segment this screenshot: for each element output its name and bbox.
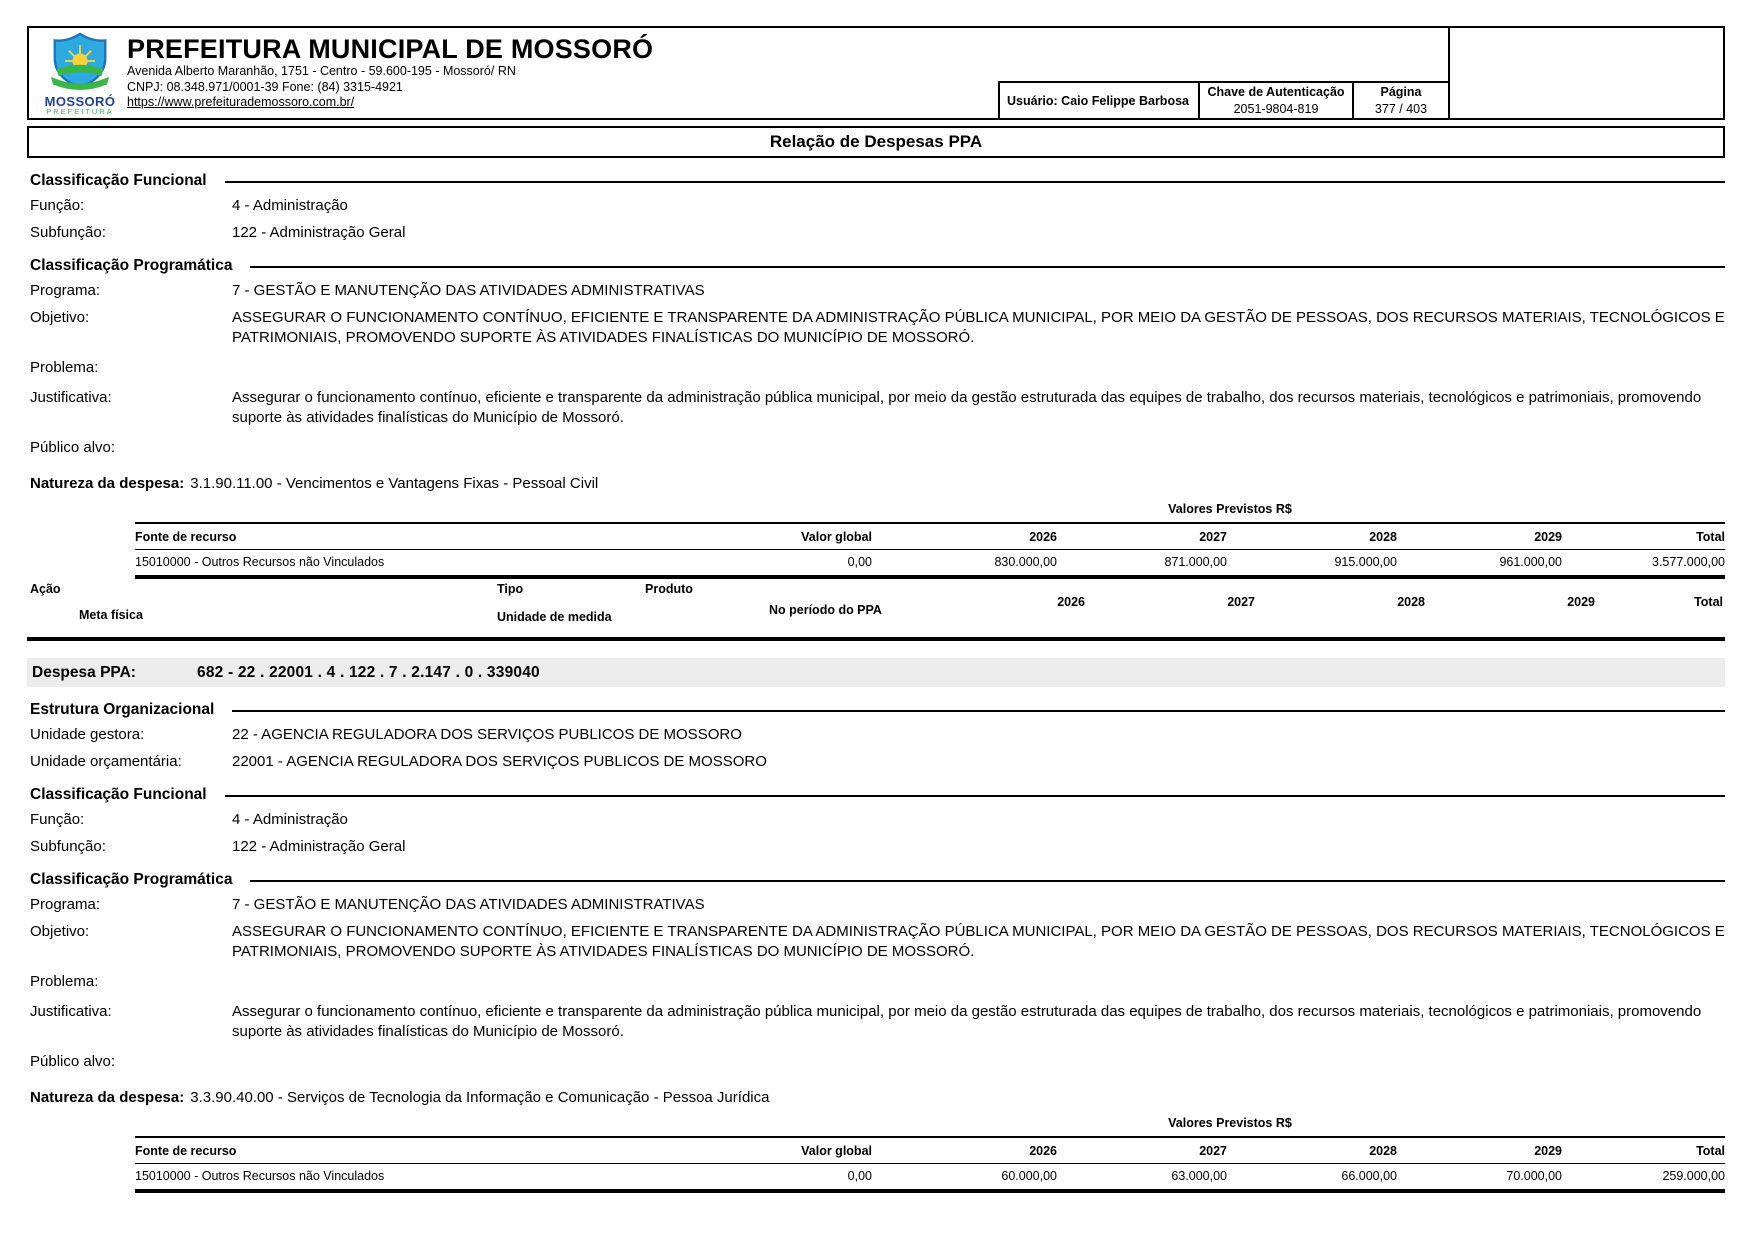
field-label: Função: <box>30 811 85 828</box>
natureza-despesa-line <box>30 1088 1725 1108</box>
field-problema <box>30 358 1725 378</box>
field-value <box>232 438 1725 458</box>
auth-key-value: 2051-9804-819 <box>1233 101 1319 116</box>
col-2028: 2028 <box>1397 595 1425 609</box>
field-funcao <box>30 196 1725 216</box>
despesa-ppa-bar <box>27 658 1725 687</box>
field-value: 122 - Administração Geral <box>232 224 406 241</box>
logo-subtitle: PREFEITURA <box>46 107 114 116</box>
auth-key-cell <box>1198 81 1352 118</box>
cell-valor-global: 0,00 <box>702 1163 872 1189</box>
col-2029: 2029 <box>1567 595 1595 609</box>
col-periodo-ppa: No período do PPA <box>769 603 882 617</box>
section-rule <box>250 266 1725 268</box>
col-fonte-recurso: Fonte de recurso <box>135 530 237 544</box>
natureza-label: Natureza da despesa: <box>30 1089 185 1106</box>
page-label: Página <box>1380 85 1422 100</box>
col-2026: 2026 <box>1029 1144 1057 1158</box>
col-total: Total <box>1696 530 1725 544</box>
section-rule <box>225 181 1725 183</box>
field-subfuncao <box>30 837 1725 857</box>
org-address: Avenida Alberto Maranhão, 1751 - Centro - 59.600-195 - Mossoró/ RN <box>127 64 516 78</box>
section-rule <box>250 880 1725 882</box>
section-title: Classificação Funcional <box>30 786 207 803</box>
col-2029: 2029 <box>1534 530 1562 544</box>
field-objetivo <box>30 922 1725 962</box>
field-value: 4 - Administração <box>232 811 348 828</box>
report-title-bar <box>27 126 1725 158</box>
field-label: Subfunção: <box>30 224 106 241</box>
section-rule <box>232 710 1725 712</box>
col-total: Total <box>1696 1144 1725 1158</box>
col-fonte-recurso: Fonte de recurso <box>135 1144 237 1158</box>
field-publico-alvo <box>30 1052 1725 1072</box>
col-2026: 2026 <box>1057 595 1085 609</box>
user-name: Usuário: Caio Felippe Barbosa <box>1007 93 1189 108</box>
despesa-ppa-code: 682 - 22 . 22001 . 4 . 122 . 7 . 2.147 . 0 . 339040 <box>197 663 540 681</box>
field-label: Público alvo: <box>30 439 116 456</box>
field-justificativa <box>30 388 1725 428</box>
valores-grid <box>135 522 1725 575</box>
section-title: Classificação Programática <box>30 257 233 274</box>
field-value: ASSEGURAR O FUNCIONAMENTO CONTÍNUO, EFICIENTE E TRANSPARENTE DA ADMINISTRAÇÃO PÚBLICA MUNICIPAL, POR MEIO DA GESTÃO DE PESSOAS, DOS RECURSOS MATERIAIS, TECNOLÓGICOS E PATRIMONIAIS, PROMOVENDO SUPORTE ÀS ATIVIDADES FINALÍSTICAS DO MUNICÍPIO DE MOSSORÓ. <box>232 923 1725 960</box>
col-produto: Produto <box>645 582 693 596</box>
section-classificacao-funcional <box>30 172 1725 190</box>
despesa-ppa-label: Despesa PPA: <box>32 663 136 681</box>
natureza-value: 3.1.90.11.00 - Vencimentos e Vantagens Fixas - Pessoal Civil <box>190 475 599 492</box>
col-2026: 2026 <box>1029 530 1057 544</box>
cell-2029: 70.000,00 <box>1397 1163 1562 1189</box>
col-valor-global: Valor global <box>801 1144 872 1158</box>
header-divider <box>1448 28 1450 118</box>
field-label: Unidade orçamentária: <box>30 753 182 770</box>
field-value: Assegurar o funcionamento contínuo, eficiente e transparente da administração pública municipal, por meio da gestão estruturada das equipes de trabalho, dos recursos materiais, tecnológicos e patrimoniais, promovendo suporte às atividades finalísticas do Município de Mossoró. <box>232 389 1702 426</box>
logo-city-name: MOSSORÓ <box>44 94 116 109</box>
cell-2026: 60.000,00 <box>872 1163 1057 1189</box>
natureza-despesa-line <box>30 474 1725 494</box>
field-subfuncao <box>30 223 1725 243</box>
valores-caption: Valores Previstos R$ <box>1168 1116 1292 1130</box>
section-title: Estrutura Organizacional <box>30 701 215 718</box>
field-value: ASSEGURAR O FUNCIONAMENTO CONTÍNUO, EFICIENTE E TRANSPARENTE DA ADMINISTRAÇÃO PÚBLICA MUNICIPAL, POR MEIO DA GESTÃO DE PESSOAS, DOS RECURSOS MATERIAIS, TECNOLÓGICOS E PATRIMONIAIS, PROMOVENDO SUPORTE ÀS ATIVIDADES FINALÍSTICAS DO MUNICÍPIO DE MOSSORÓ. <box>232 309 1725 346</box>
field-label: Subfunção: <box>30 838 106 855</box>
field-label: Função: <box>30 197 85 214</box>
valores-caption: Valores Previstos R$ <box>1168 502 1292 516</box>
cell-fonte: 15010000 - Outros Recursos não Vinculados <box>135 549 702 575</box>
section-classificacao-programatica <box>30 871 1725 889</box>
field-label: Programa: <box>30 282 101 299</box>
field-value: 22001 - AGENCIA REGULADORA DOS SERVIÇOS PUBLICOS DE MOSSORO <box>232 753 767 770</box>
org-identification <box>127 34 653 111</box>
field-programa <box>30 895 1725 915</box>
user-cell <box>998 81 1198 118</box>
section-classificacao-programatica <box>30 257 1725 275</box>
field-problema <box>30 972 1725 992</box>
cell-2028: 915.000,00 <box>1227 549 1397 575</box>
cell-2028: 66.000,00 <box>1227 1163 1397 1189</box>
col-unidade-medida: Unidade de medida <box>497 610 612 624</box>
col-meta-fisica: Meta física <box>79 608 143 622</box>
field-label: Objetivo: <box>30 309 90 326</box>
field-justificativa <box>30 1002 1725 1042</box>
cell-2029: 961.000,00 <box>1397 549 1562 575</box>
table-bottom-rule <box>135 1189 1725 1193</box>
cell-total: 3.577.000,00 <box>1562 549 1725 575</box>
col-2029: 2029 <box>1534 1144 1562 1158</box>
field-objetivo <box>30 308 1725 348</box>
cell-fonte: 15010000 - Outros Recursos não Vinculados <box>135 1163 702 1189</box>
field-label: Problema: <box>30 359 99 376</box>
col-2027: 2027 <box>1199 530 1227 544</box>
section-estrutura-organizacional <box>30 701 1725 719</box>
col-tipo: Tipo <box>497 582 524 596</box>
org-website-link[interactable]: https://www.prefeiturademossoro.com.br/ <box>127 95 355 109</box>
section-rule <box>225 795 1725 797</box>
field-value: 122 - Administração Geral <box>232 838 406 855</box>
org-name: PREFEITURA MUNICIPAL DE MOSSORÓ <box>127 34 654 64</box>
field-publico-alvo <box>30 438 1725 458</box>
cell-total: 259.000,00 <box>1562 1163 1725 1189</box>
cell-valor-global: 0,00 <box>702 549 872 575</box>
field-value <box>232 1052 1725 1072</box>
section-classificacao-funcional <box>30 786 1725 804</box>
report-title: Relação de Despesas PPA <box>769 132 983 151</box>
cell-2027: 63.000,00 <box>1057 1163 1227 1189</box>
page-cell <box>1352 81 1448 118</box>
cell-2027: 871.000,00 <box>1057 549 1227 575</box>
section-title: Classificação Programática <box>30 871 233 888</box>
col-total: Total <box>1694 595 1723 609</box>
field-value <box>232 358 1725 378</box>
col-valor-global: Valor global <box>801 530 872 544</box>
field-label: Programa: <box>30 896 101 913</box>
field-value: 4 - Administração <box>232 197 348 214</box>
field-label: Objetivo: <box>30 923 90 940</box>
col-acao: Ação <box>30 582 61 596</box>
valores-previstos-table-1 <box>135 502 1725 579</box>
field-value: Assegurar o funcionamento contínuo, eficiente e transparente da administração pública municipal, por meio da gestão estruturada das equipes de trabalho, dos recursos materiais, tecnológicos e patrimoniais, promovendo suporte às atividades finalísticas do Município de Mossoró. <box>232 1003 1702 1040</box>
field-value: 22 - AGENCIA REGULADORA DOS SERVIÇOS PUBLICOS DE MOSSORO <box>232 726 742 743</box>
field-unidade-gestora <box>30 725 1725 745</box>
field-label: Problema: <box>30 973 99 990</box>
field-value <box>232 972 1725 992</box>
acao-table-header <box>27 579 1725 641</box>
col-2028: 2028 <box>1369 1144 1397 1158</box>
page-number: 377 / 403 <box>1374 101 1428 116</box>
org-cnpj-phone: CNPJ: 08.348.971/0001-39 Fone: (84) 3315-4921 <box>127 79 403 94</box>
field-unidade-orcamentaria <box>30 752 1725 772</box>
field-value: 7 - GESTÃO E MANUTENÇÃO DAS ATIVIDADES ADMINISTRATIVAS <box>232 282 705 299</box>
natureza-label: Natureza da despesa: <box>30 475 185 492</box>
col-2027: 2027 <box>1199 1144 1227 1158</box>
field-value: 7 - GESTÃO E MANUTENÇÃO DAS ATIVIDADES ADMINISTRATIVAS <box>232 896 705 913</box>
field-label: Justificativa: <box>30 389 112 406</box>
col-2027: 2027 <box>1227 595 1255 609</box>
city-crest-logo <box>41 32 119 116</box>
field-label: Unidade gestora: <box>30 726 145 743</box>
natureza-value: 3.3.90.40.00 - Serviços de Tecnologia da Informação e Comunicação - Pessoa Jurídica <box>190 1089 770 1106</box>
valores-previstos-table-2 <box>135 1116 1725 1193</box>
section-title: Classificação Funcional <box>30 172 207 189</box>
field-funcao <box>30 810 1725 830</box>
field-label: Público alvo: <box>30 1053 116 1070</box>
document-header <box>27 26 1725 120</box>
field-label: Justificativa: <box>30 1003 112 1020</box>
cell-2026: 830.000,00 <box>872 549 1057 575</box>
valores-grid <box>135 1136 1725 1189</box>
auth-key-label: Chave de Autenticação <box>1207 85 1345 100</box>
crest-icon <box>42 32 118 90</box>
col-2028: 2028 <box>1369 530 1397 544</box>
field-programa <box>30 281 1725 301</box>
